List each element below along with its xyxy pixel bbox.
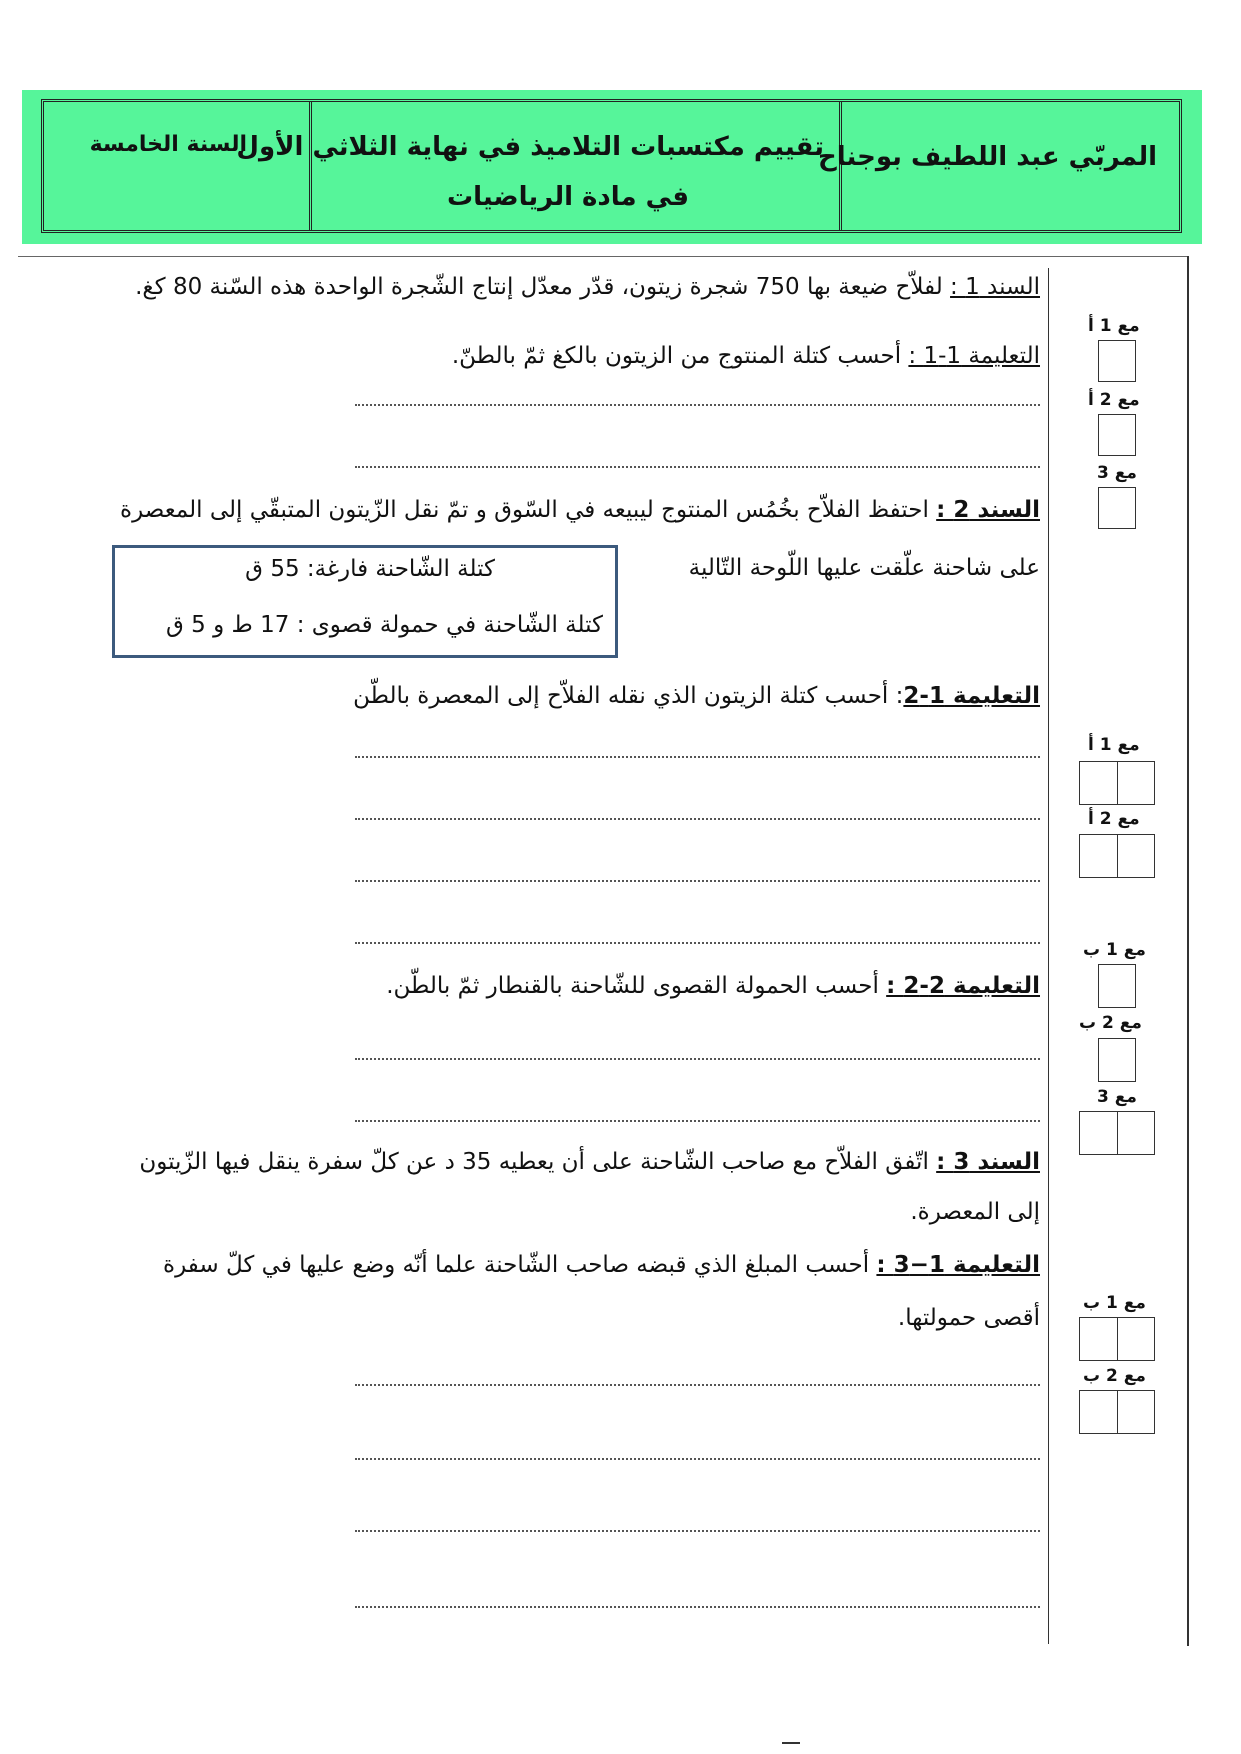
sanad1-line <box>135 274 1040 300</box>
sanad2-label: السند 2 : <box>936 497 1040 523</box>
task2-2-line <box>386 973 1040 999</box>
sanad2-text: احتفظ الفلاّح بخُمُس المنتوج ليبيعه في السّوق و تمّ نقل الزّيتون المتبقّي إلى المعصرة <box>120 497 937 523</box>
task3-1-line2: أقصى حمولتها. <box>897 1305 1040 1331</box>
truck-info-box <box>112 545 618 658</box>
criterion-label: مع 1 ب <box>1083 1293 1146 1313</box>
task1-1-label: التعليمة 1-1 : <box>908 343 1040 369</box>
task3-1-text: أحسب المبلغ الذي قبضه صاحب الشّاحنة علما أنّه وضع عليها في كلّ سفرة <box>163 1252 877 1278</box>
teacher-name: المربّي عبد اللطيف بوجناح <box>817 142 1157 172</box>
task1-1-text: أحسب كتلة المنتوج من الزيتون بالكغ ثمّ بالطنّ. <box>451 343 909 369</box>
answer-line[interactable] <box>355 466 1040 468</box>
score-box[interactable] <box>1098 340 1136 382</box>
header-teacher-cell <box>817 102 1179 230</box>
answer-line[interactable] <box>355 1530 1040 1532</box>
criterion-label: مع 2 ب <box>1079 1013 1142 1033</box>
grade-level: السنة الخامسة <box>89 132 247 157</box>
answer-line[interactable] <box>355 818 1040 820</box>
score-box-double[interactable] <box>1079 1390 1155 1434</box>
answer-line[interactable] <box>355 1058 1040 1060</box>
score-box[interactable] <box>1098 1038 1136 1082</box>
header-table <box>41 99 1182 233</box>
criterion-label: مع 2 أ <box>1088 809 1140 829</box>
task2-1-label: التعليمة 1-2 <box>903 683 1040 709</box>
answer-line[interactable] <box>355 880 1040 882</box>
sanad3-label: السند 3 : <box>936 1149 1040 1175</box>
score-box[interactable] <box>1098 964 1136 1008</box>
answer-line[interactable] <box>355 404 1040 406</box>
answer-line[interactable] <box>355 942 1040 944</box>
answer-line[interactable] <box>355 1458 1040 1460</box>
criterion-label: مع 1 أ <box>1088 735 1140 755</box>
header-title-cell <box>236 102 839 230</box>
answer-line[interactable] <box>355 1606 1040 1608</box>
score-box-double[interactable] <box>1079 1111 1155 1155</box>
sanad3-text: اتّفق الفلاّح مع صاحب الشّاحنة على أن يعطيه 35 د عن كلّ سفرة ينقل فيها الزّيتون <box>139 1149 937 1175</box>
task2-2-label: التعليمة 2-2 : <box>886 973 1040 999</box>
task3-1-label: التعليمة 1−3 : <box>876 1252 1040 1278</box>
score-box-double[interactable] <box>1079 1317 1155 1361</box>
frame-right-line <box>1187 256 1189 1646</box>
sanad2-line2: على شاحنة علّقت عليها اللّوحة التّالية <box>688 555 1040 581</box>
criterion-label: مع 2 أ <box>1088 390 1140 410</box>
assessment-title: تقييم مكتسبات التلاميذ في نهاية الثلاثي الأول <box>236 132 824 162</box>
task2-1-line <box>353 683 1040 709</box>
answer-line[interactable] <box>355 756 1040 758</box>
score-box[interactable] <box>1098 487 1136 529</box>
assessment-subject: في مادة الرياضيات <box>447 182 689 212</box>
criterion-label: مع 3 <box>1097 1087 1137 1107</box>
criteria-column-divider <box>1048 268 1049 1644</box>
score-box[interactable] <box>1098 414 1136 456</box>
sanad3-line1 <box>139 1149 1040 1175</box>
sanad2-line1 <box>120 497 1040 523</box>
header-grade-cell <box>44 102 309 230</box>
task2-2-text: أحسب الحمولة القصوى للشّاحنة بالقنطار ثمّ بالطّن. <box>386 973 887 999</box>
page-footer-mark <box>782 1742 800 1744</box>
sanad1-text: لفلاّح ضيعة بها 750 شجرة زيتون، قدّر معدّل إنتاج الشّجرة الواحدة هذه السّنة 80 كغ. <box>135 274 951 300</box>
answer-line[interactable] <box>355 1120 1040 1122</box>
truck-max-mass: كتلة الشّاحنة في حمولة قصوى : 17 ط و 5 ق <box>166 612 603 638</box>
score-box-double[interactable] <box>1079 761 1155 805</box>
score-box-double[interactable] <box>1079 834 1155 878</box>
truck-empty-mass: كتلة الشّاحنة فارغة: 55 ق <box>245 556 495 582</box>
criterion-label: مع 2 ب <box>1083 1366 1146 1386</box>
criterion-label: مع 1 ب <box>1083 940 1146 960</box>
criterion-label: مع 3 <box>1097 463 1137 483</box>
header-banner <box>22 90 1202 244</box>
task1-1-line <box>452 343 1040 369</box>
sanad1-label: السند 1 : <box>950 274 1040 300</box>
task3-1-line1 <box>163 1252 1040 1278</box>
task2-1-text: : أحسب كتلة الزيتون الذي نقله الفلاّح إلى المعصرة بالطّن <box>353 683 904 709</box>
criterion-label: مع 1 أ <box>1088 316 1140 336</box>
frame-top-line <box>18 256 1187 257</box>
answer-line[interactable] <box>355 1384 1040 1386</box>
sanad3-line2: إلى المعصرة. <box>910 1199 1040 1225</box>
